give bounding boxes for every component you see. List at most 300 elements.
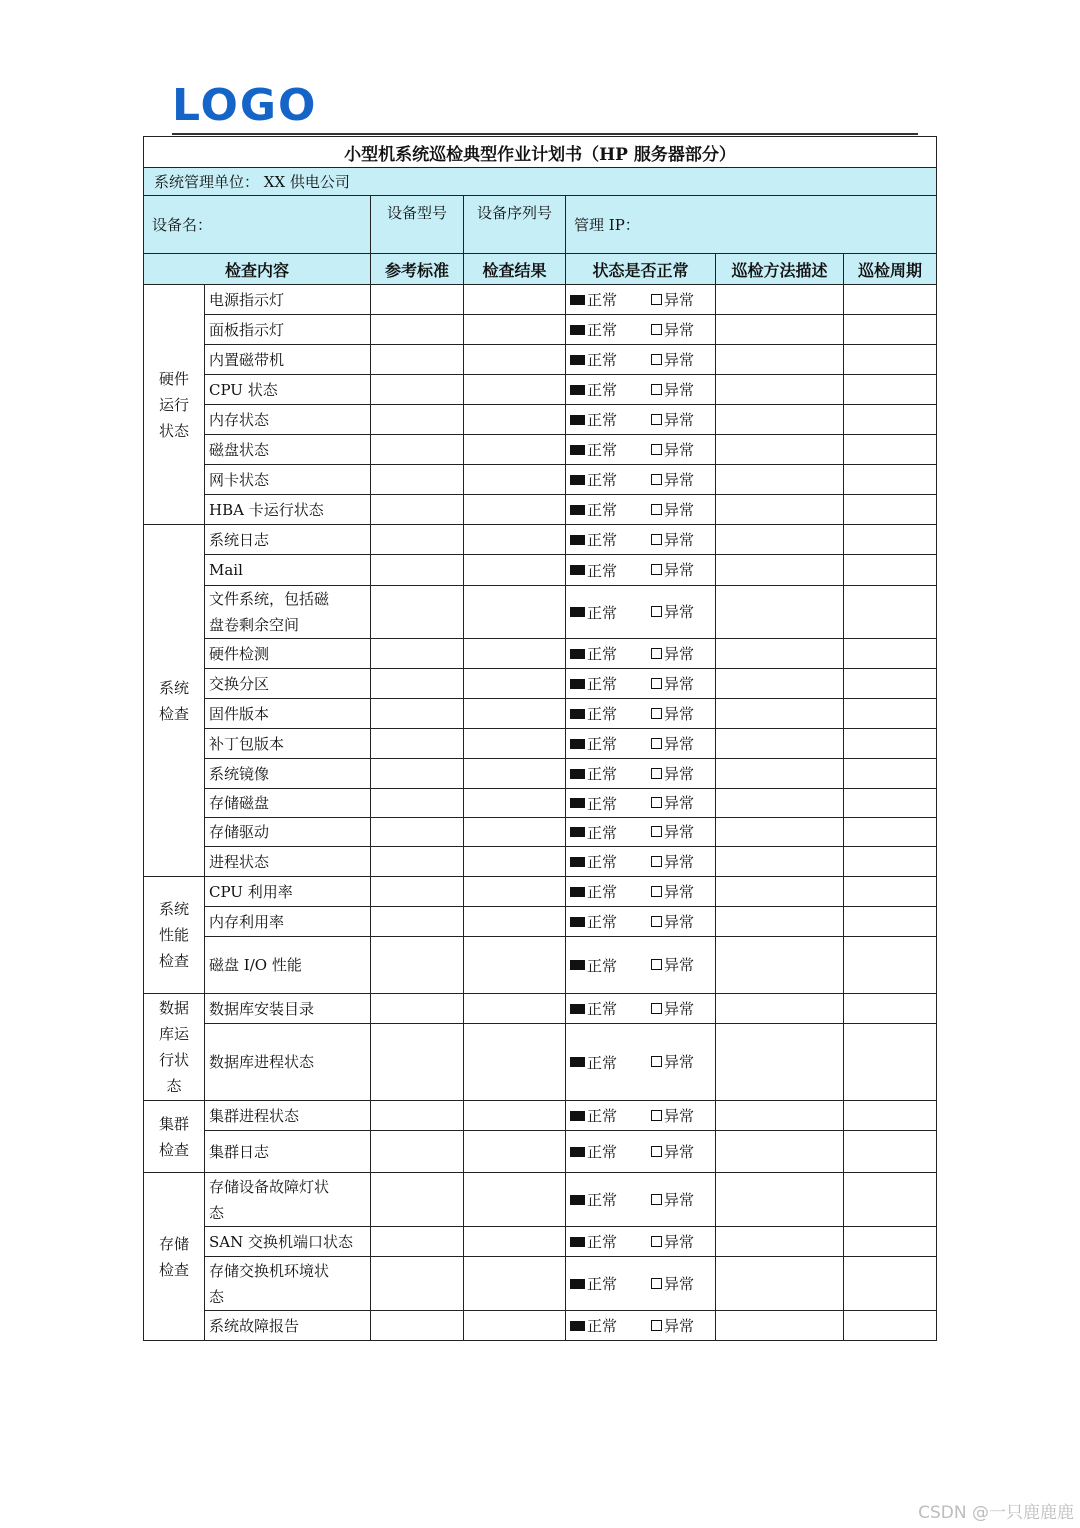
abnormal-checkbox[interactable]: [651, 851, 694, 872]
normal-label: 正常: [587, 705, 618, 724]
status-cell: [566, 1227, 716, 1257]
status-cell: [566, 759, 716, 789]
empty-box-icon: [651, 414, 662, 425]
abnormal-label: 异常: [664, 794, 695, 813]
inspection-cycle-cell: [844, 789, 937, 818]
check-item: 文件系统，包括磁 盘卷剩余空间: [205, 586, 371, 639]
abnormal-label: 异常: [664, 350, 695, 369]
method-description-cell: [716, 586, 844, 639]
normal-checkbox[interactable]: [570, 499, 617, 520]
table-row: [144, 669, 937, 699]
status-cell: [566, 405, 716, 435]
normal-checkbox[interactable]: [570, 643, 617, 664]
method-description-cell: [716, 1024, 844, 1101]
status-cell: [566, 555, 716, 586]
inspection-cycle-cell: [844, 525, 937, 555]
checked-box-icon: [570, 505, 585, 515]
abnormal-checkbox[interactable]: [651, 289, 694, 310]
check-item: 内存状态: [205, 405, 371, 435]
inspection-cycle-cell: [844, 937, 937, 994]
abnormal-label: 异常: [664, 561, 695, 580]
abnormal-label: 异常: [664, 674, 695, 693]
normal-checkbox[interactable]: [570, 763, 617, 784]
check-result-cell: [464, 375, 566, 405]
normal-checkbox[interactable]: [570, 529, 617, 550]
status-cell: [566, 345, 716, 375]
abnormal-checkbox[interactable]: [651, 954, 694, 975]
normal-checkbox[interactable]: [570, 673, 617, 694]
reference-standard-cell: [371, 285, 464, 315]
check-item: 内存利用率: [205, 907, 371, 937]
normal-label: 正常: [587, 531, 618, 550]
abnormal-label: 异常: [664, 956, 695, 975]
status-cell: [566, 699, 716, 729]
normal-label: 正常: [587, 956, 618, 975]
reference-standard-cell: [371, 1257, 464, 1311]
normal-label: 正常: [587, 1317, 618, 1336]
status-cell: [566, 586, 716, 639]
status-cell: [566, 789, 716, 818]
inspection-cycle-cell: [844, 1311, 937, 1341]
check-item: Mail: [205, 555, 371, 586]
abnormal-checkbox[interactable]: [651, 529, 694, 550]
abnormal-checkbox[interactable]: [651, 881, 694, 902]
normal-checkbox[interactable]: [570, 822, 617, 843]
inspection-cycle-cell: [844, 699, 937, 729]
normal-label: 正常: [587, 1143, 618, 1162]
table-row: [144, 699, 937, 729]
status-cell: [566, 285, 716, 315]
abnormal-label: 异常: [664, 530, 695, 549]
empty-box-icon: [651, 1110, 662, 1121]
normal-label: 正常: [587, 883, 618, 902]
abnormal-label: 异常: [664, 704, 695, 723]
header-status-normal: 状态是否正常: [566, 254, 716, 285]
method-description-cell: [716, 907, 844, 937]
category-cell: 系统 检查: [144, 525, 205, 877]
inspection-cycle-cell: [844, 285, 937, 315]
method-description-cell: [716, 1227, 844, 1257]
inspection-cycle-cell: [844, 1101, 937, 1131]
abnormal-checkbox[interactable]: [651, 1141, 694, 1162]
abnormal-label: 异常: [664, 380, 695, 399]
method-description-cell: [716, 315, 844, 345]
table-row: [144, 525, 937, 555]
checked-box-icon: [570, 325, 585, 335]
method-description-cell: [716, 818, 844, 847]
check-item: 集群进程状态: [205, 1101, 371, 1131]
check-result-cell: [464, 345, 566, 375]
check-result-cell: [464, 669, 566, 699]
check-result-cell: [464, 435, 566, 465]
empty-box-icon: [651, 534, 662, 545]
checked-box-icon: [570, 607, 585, 617]
abnormal-label: 异常: [664, 1316, 695, 1335]
normal-checkbox[interactable]: [570, 793, 617, 814]
abnormal-checkbox[interactable]: [651, 998, 694, 1019]
status-cell: [566, 669, 716, 699]
checked-box-icon: [570, 769, 585, 779]
empty-box-icon: [651, 384, 662, 395]
status-cell: [566, 994, 716, 1024]
check-item: 数据库安装目录: [205, 994, 371, 1024]
empty-box-icon: [651, 474, 662, 485]
empty-box-icon: [651, 324, 662, 335]
checked-box-icon: [570, 535, 585, 545]
checked-box-icon: [570, 1195, 585, 1205]
inspection-cycle-cell: [844, 818, 937, 847]
method-description-cell: [716, 994, 844, 1024]
normal-checkbox[interactable]: [570, 319, 617, 340]
reference-standard-cell: [371, 375, 464, 405]
check-result-cell: [464, 1311, 566, 1341]
abnormal-checkbox[interactable]: [651, 1231, 694, 1252]
inspection-cycle-cell: [844, 405, 937, 435]
header-reference-standard: 参考标准: [371, 254, 464, 285]
status-cell: [566, 525, 716, 555]
method-description-cell: [716, 937, 844, 994]
inspection-cycle-cell: [844, 555, 937, 586]
normal-checkbox[interactable]: [570, 911, 617, 932]
check-result-cell: [464, 586, 566, 639]
header-check-result: 检查结果: [464, 254, 566, 285]
checked-box-icon: [570, 798, 585, 808]
empty-box-icon: [651, 738, 662, 749]
reference-standard-cell: [371, 994, 464, 1024]
table-row: [144, 375, 937, 405]
reference-standard-cell: [371, 1227, 464, 1257]
check-item: 磁盘 I/O 性能: [205, 937, 371, 994]
inspection-cycle-cell: [844, 435, 937, 465]
table-row: [144, 1311, 937, 1341]
check-result-cell: [464, 1024, 566, 1101]
reference-standard-cell: [371, 669, 464, 699]
normal-checkbox[interactable]: [570, 851, 617, 872]
method-description-cell: [716, 877, 844, 907]
table-row: [144, 907, 937, 937]
normal-checkbox[interactable]: [570, 469, 617, 490]
abnormal-label: 异常: [664, 603, 695, 622]
empty-box-icon: [651, 768, 662, 779]
category-cell: 系统 性能 检查: [144, 877, 205, 994]
normal-checkbox[interactable]: [570, 289, 617, 310]
normal-checkbox[interactable]: [570, 1141, 617, 1162]
reference-standard-cell: [371, 729, 464, 759]
empty-box-icon: [651, 1146, 662, 1157]
abnormal-label: 异常: [664, 999, 695, 1018]
abnormal-checkbox[interactable]: [651, 911, 694, 932]
check-result-cell: [464, 759, 566, 789]
normal-label: 正常: [587, 1000, 618, 1019]
status-cell: [566, 1101, 716, 1131]
method-description-cell: [716, 555, 844, 586]
empty-box-icon: [651, 886, 662, 897]
header-rule: [172, 133, 918, 135]
reference-standard-cell: [371, 847, 464, 877]
normal-checkbox[interactable]: [570, 1273, 617, 1294]
check-result-cell: [464, 1173, 566, 1227]
reference-standard-cell: [371, 1131, 464, 1173]
abnormal-checkbox[interactable]: [651, 469, 694, 490]
empty-box-icon: [651, 564, 662, 575]
empty-box-icon: [651, 1056, 662, 1067]
table-row: [144, 465, 937, 495]
abnormal-checkbox[interactable]: [651, 601, 694, 622]
check-result-cell: [464, 555, 566, 586]
reference-standard-cell: [371, 877, 464, 907]
inspection-cycle-cell: [844, 495, 937, 525]
abnormal-label: 异常: [664, 290, 695, 309]
empty-box-icon: [651, 504, 662, 515]
reference-standard-cell: [371, 586, 464, 639]
reference-standard-cell: [371, 907, 464, 937]
inspection-cycle-cell: [844, 1227, 937, 1257]
method-description-cell: [716, 639, 844, 669]
abnormal-checkbox[interactable]: [651, 1189, 694, 1210]
check-item: HBA 卡运行状态: [205, 495, 371, 525]
method-description-cell: [716, 847, 844, 877]
abnormal-label: 异常: [664, 764, 695, 783]
check-result-cell: [464, 818, 566, 847]
method-description-cell: [716, 759, 844, 789]
method-description-cell: [716, 525, 844, 555]
check-result-cell: [464, 877, 566, 907]
inspection-cycle-cell: [844, 345, 937, 375]
check-result-cell: [464, 789, 566, 818]
check-result-cell: [464, 465, 566, 495]
abnormal-checkbox[interactable]: [651, 763, 694, 784]
check-item: CPU 状态: [205, 375, 371, 405]
category-cell: 集群 检查: [144, 1101, 205, 1173]
method-description-cell: [716, 1257, 844, 1311]
abnormal-checkbox[interactable]: [651, 1105, 694, 1126]
status-cell: [566, 1311, 716, 1341]
normal-checkbox[interactable]: [570, 349, 617, 370]
document-title: 小型机系统巡检典型作业计划书（HP 服务器部分）: [144, 137, 937, 168]
abnormal-label: 异常: [664, 1106, 695, 1125]
normal-checkbox[interactable]: [570, 602, 617, 623]
reference-standard-cell: [371, 639, 464, 669]
checked-box-icon: [570, 475, 585, 485]
management-unit: 系统管理单位： XX 供电公司: [144, 168, 937, 196]
abnormal-label: 异常: [664, 852, 695, 871]
check-result-cell: [464, 699, 566, 729]
status-cell: [566, 729, 716, 759]
management-ip-label: 管理 IP：: [566, 196, 937, 254]
normal-checkbox[interactable]: [570, 1189, 617, 1210]
method-description-cell: [716, 789, 844, 818]
abnormal-checkbox[interactable]: [651, 703, 694, 724]
check-item: 存储磁盘: [205, 789, 371, 818]
status-cell: [566, 495, 716, 525]
check-result-cell: [464, 847, 566, 877]
check-result-cell: [464, 639, 566, 669]
abnormal-label: 异常: [664, 1274, 695, 1293]
status-cell: [566, 937, 716, 994]
status-cell: [566, 435, 716, 465]
normal-checkbox[interactable]: [570, 1231, 617, 1252]
normal-checkbox[interactable]: [570, 409, 617, 430]
normal-label: 正常: [587, 645, 618, 664]
check-item: 补丁包版本: [205, 729, 371, 759]
checked-box-icon: [570, 1237, 585, 1247]
empty-box-icon: [651, 1278, 662, 1289]
empty-box-icon: [651, 1194, 662, 1205]
status-cell: [566, 1173, 716, 1227]
normal-label: 正常: [587, 1191, 618, 1210]
device-name-label: 设备名：: [144, 196, 371, 254]
table-row: [144, 285, 937, 315]
table-row: [144, 759, 937, 789]
normal-checkbox[interactable]: [570, 1052, 617, 1073]
abnormal-checkbox[interactable]: [651, 792, 694, 813]
normal-checkbox[interactable]: [570, 1315, 617, 1336]
empty-box-icon: [651, 606, 662, 617]
empty-box-icon: [651, 294, 662, 305]
normal-label: 正常: [587, 675, 618, 694]
table-row: [144, 1024, 937, 1101]
normal-label: 正常: [587, 1053, 618, 1072]
normal-checkbox[interactable]: [570, 998, 617, 1019]
check-item: 内置磁带机: [205, 345, 371, 375]
reference-standard-cell: [371, 1024, 464, 1101]
normal-label: 正常: [587, 1233, 618, 1252]
watermark: CSDN @一只鹿鹿鹿: [918, 1503, 1074, 1523]
normal-checkbox[interactable]: [570, 560, 617, 581]
method-description-cell: [716, 495, 844, 525]
abnormal-checkbox[interactable]: [651, 409, 694, 430]
abnormal-checkbox[interactable]: [651, 559, 694, 580]
checked-box-icon: [570, 415, 585, 425]
checked-box-icon: [570, 739, 585, 749]
normal-label: 正常: [587, 853, 618, 872]
abnormal-checkbox[interactable]: [651, 821, 694, 842]
abnormal-checkbox[interactable]: [651, 673, 694, 694]
table-row: [144, 877, 937, 907]
normal-checkbox[interactable]: [570, 379, 617, 400]
reference-standard-cell: [371, 1311, 464, 1341]
inspection-cycle-cell: [844, 465, 937, 495]
checked-box-icon: [570, 857, 585, 867]
empty-box-icon: [651, 648, 662, 659]
empty-box-icon: [651, 1236, 662, 1247]
table-row: [144, 1131, 937, 1173]
status-cell: [566, 1024, 716, 1101]
inspection-cycle-cell: [844, 729, 937, 759]
abnormal-label: 异常: [664, 440, 695, 459]
check-result-cell: [464, 729, 566, 759]
inspection-cycle-cell: [844, 1024, 937, 1101]
normal-label: 正常: [587, 411, 618, 430]
empty-box-icon: [651, 959, 662, 970]
checked-box-icon: [570, 917, 585, 927]
normal-label: 正常: [587, 1275, 618, 1294]
checked-box-icon: [570, 355, 585, 365]
category-cell: 数据 库运 行状 态: [144, 994, 205, 1101]
abnormal-checkbox[interactable]: [651, 1273, 694, 1294]
check-result-cell: [464, 1101, 566, 1131]
status-cell: [566, 907, 716, 937]
checked-box-icon: [570, 1111, 585, 1121]
checked-box-icon: [570, 445, 585, 455]
normal-checkbox[interactable]: [570, 703, 617, 724]
checked-box-icon: [570, 679, 585, 689]
method-description-cell: [716, 1131, 844, 1173]
normal-checkbox[interactable]: [570, 439, 617, 460]
inspection-cycle-cell: [844, 1173, 937, 1227]
check-item: 网卡状态: [205, 465, 371, 495]
normal-checkbox[interactable]: [570, 881, 617, 902]
table-row: [144, 495, 937, 525]
reference-standard-cell: [371, 465, 464, 495]
method-description-cell: [716, 375, 844, 405]
header-check-content: 检查内容: [144, 254, 371, 285]
reference-standard-cell: [371, 405, 464, 435]
abnormal-checkbox[interactable]: [651, 1051, 694, 1072]
method-description-cell: [716, 435, 844, 465]
check-item: 系统日志: [205, 525, 371, 555]
table-row: [144, 586, 937, 639]
checked-box-icon: [570, 565, 585, 575]
check-result-cell: [464, 1227, 566, 1257]
check-item: SAN 交换机端口状态: [205, 1227, 371, 1257]
empty-box-icon: [651, 826, 662, 837]
checked-box-icon: [570, 1004, 585, 1014]
abnormal-checkbox[interactable]: [651, 319, 694, 340]
check-result-cell: [464, 285, 566, 315]
empty-box-icon: [651, 678, 662, 689]
abnormal-label: 异常: [664, 912, 695, 931]
check-result-cell: [464, 495, 566, 525]
abnormal-checkbox[interactable]: [651, 1315, 694, 1336]
normal-label: 正常: [587, 913, 618, 932]
table-row: [144, 729, 937, 759]
normal-label: 正常: [587, 794, 618, 813]
check-item: 面板指示灯: [205, 315, 371, 345]
normal-label: 正常: [587, 501, 618, 520]
abnormal-checkbox[interactable]: [651, 379, 694, 400]
reference-standard-cell: [371, 1173, 464, 1227]
normal-checkbox[interactable]: [570, 955, 617, 976]
abnormal-checkbox[interactable]: [651, 733, 694, 754]
status-cell: [566, 315, 716, 345]
abnormal-checkbox[interactable]: [651, 439, 694, 460]
inspection-cycle-cell: [844, 1131, 937, 1173]
normal-checkbox[interactable]: [570, 1105, 617, 1126]
check-result-cell: [464, 1257, 566, 1311]
table-row: [144, 435, 937, 465]
check-result-cell: [464, 937, 566, 994]
method-description-cell: [716, 699, 844, 729]
abnormal-checkbox[interactable]: [651, 499, 694, 520]
check-item: CPU 利用率: [205, 877, 371, 907]
abnormal-label: 异常: [664, 734, 695, 753]
normal-checkbox[interactable]: [570, 733, 617, 754]
status-cell: [566, 877, 716, 907]
inspection-cycle-cell: [844, 1257, 937, 1311]
abnormal-checkbox[interactable]: [651, 643, 694, 664]
normal-label: 正常: [587, 351, 618, 370]
reference-standard-cell: [371, 525, 464, 555]
table-row: [144, 345, 937, 375]
empty-box-icon: [651, 708, 662, 719]
empty-box-icon: [651, 1003, 662, 1014]
check-item: 电源指示灯: [205, 285, 371, 315]
check-item: 硬件检测: [205, 639, 371, 669]
abnormal-checkbox[interactable]: [651, 349, 694, 370]
status-cell: [566, 818, 716, 847]
abnormal-label: 异常: [664, 1142, 695, 1161]
